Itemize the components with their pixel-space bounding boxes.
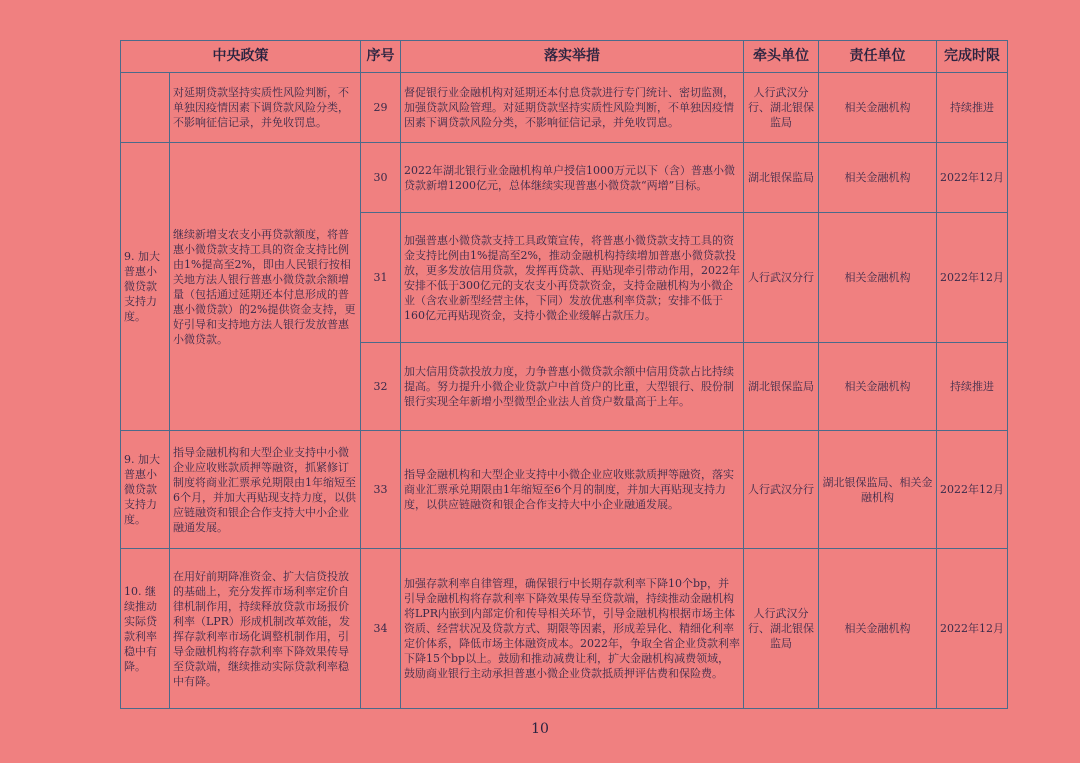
resp-cell: 相关金融机构	[819, 343, 937, 431]
resp-cell: 相关金融机构	[819, 73, 937, 143]
lead-cell: 湖北银保监局	[744, 143, 819, 213]
header-lead: 牵头单位	[744, 41, 819, 73]
policy-title-cell: 10. 继续推动实际贷款利率稳中有降。	[121, 549, 170, 709]
policy-text-cell: 在用好前期降准资金、扩大信贷投放的基础上，充分发挥市场利率定价自律机制作用，持续释放贷款市场报价利率（LPR）形成机制改革效能，发挥存款利率市场化调整机制作用，引导金融机构将存款利率下降效果传导至贷款端，继续推动实际贷款利率稳中有降。	[170, 549, 361, 709]
resp-cell: 相关金融机构	[819, 549, 937, 709]
measure-cell: 督促银行业金融机构对延期还本付息贷款进行专门统计、密切监测，加强贷款风险管理。对延期贷款坚持实质性风险判断，不单独因疫情因素下调贷款风险分类，不影响征信记录，并免收罚息。	[401, 73, 744, 143]
deadline-cell: 2022年12月	[937, 143, 1008, 213]
lead-cell: 人行武汉分行、湖北银保监局	[744, 549, 819, 709]
policy-text-cell: 对延期贷款坚持实质性风险判断，不单独因疫情因素下调贷款风险分类，不影响征信记录，并免收罚息。	[170, 73, 361, 143]
seq-cell: 31	[361, 213, 401, 343]
page-number: 10	[531, 721, 549, 737]
policy-text-cell: 指导金融机构和大型企业支持中小微企业应收账款质押等融资，抓紧修订制度将商业汇票承兑期限由1年缩短至6个月，并加大再贴现支持力度，以供应链融资和银企合作支持大中小企业融通发展。	[170, 431, 361, 549]
measure-cell: 加强普惠小微贷款支持工具政策宣传，将普惠小微贷款支持工具的资金支持比例由1%提高至2%，推动金融机构持续增加普惠小微贷款投放，更多发放信用贷款，发挥再贷款、再贴现牵引带动作用，2022年安排不低于300亿元的支农支小再贷款资金，支持金融机构为小微企业（含农业新型经营主体，下同）发放优惠利率贷款；安排不低于160亿元再贴现资金，支持小微企业缓解占款压力。	[401, 213, 744, 343]
resp-cell: 相关金融机构	[819, 143, 937, 213]
table-row	[121, 431, 1008, 549]
measure-cell: 加大信用贷款投放力度，力争普惠小微贷款余额中信用贷款占比持续提高。努力提升小微企业贷款户中首贷户的比重，大型银行、股份制银行实现全年新增小型微型企业法人首贷户数量高于上年。	[401, 343, 744, 431]
seq-cell: 32	[361, 343, 401, 431]
deadline-cell: 持续推进	[937, 343, 1008, 431]
resp-cell: 相关金融机构	[819, 213, 937, 343]
policy-table	[120, 40, 1008, 709]
header-resp: 责任单位	[819, 41, 937, 73]
header-policy: 中央政策	[121, 41, 361, 73]
table-row	[121, 143, 1008, 213]
header-row	[121, 41, 1008, 73]
seq-cell: 29	[361, 73, 401, 143]
resp-cell: 湖北银保监局、相关金融机构	[819, 431, 937, 549]
seq-cell: 34	[361, 549, 401, 709]
seq-cell: 33	[361, 431, 401, 549]
policy-title-cell: 9. 加大普惠小微贷款支持力度。	[121, 143, 170, 431]
measure-cell: 加强存款利率自律管理，确保银行中长期存款利率下降10个bp，并引导金融机构将存款利率下降效果传导至贷款端，持续推动金融机构将LPR内嵌到内部定价和传导相关环节，引导金融机构根据市场主体资质、经营状况及贷款方式、期限等因素，形成差异化、精细化利率定价体系，降低市场主体融资成本。2022年，争取全省企业贷款利率下降15个bp以上。鼓励和推动减费让利，扩大金融机构减费领域，鼓励商业银行主动承担普惠小微企业贷款抵质押评估费和保险费。	[401, 549, 744, 709]
policy-text-cell: 继续新增支农支小再贷款额度，将普惠小微贷款支持工具的资金支持比例由1%提高至2%，即由人民银行按相关地方法人银行普惠小微贷款余额增量（包括通过延期还本付息形成的普惠小微贷款）的2%提供资金支持，更好引导和支持地方法人银行发放普惠小微贷款。	[170, 143, 361, 431]
header-deadline: 完成时限	[937, 41, 1008, 73]
table-row	[121, 73, 1008, 143]
lead-cell: 人行武汉分行、湖北银保监局	[744, 73, 819, 143]
table-row	[121, 549, 1008, 709]
lead-cell: 湖北银保监局	[744, 343, 819, 431]
header-seq: 序号	[361, 41, 401, 73]
deadline-cell: 2022年12月	[937, 213, 1008, 343]
deadline-cell: 2022年12月	[937, 431, 1008, 549]
lead-cell: 人行武汉分行	[744, 213, 819, 343]
measure-cell: 2022年湖北银行业金融机构单户授信1000万元以下（含）普惠小微贷款新增1200亿元，总体继续实现普惠小微贷款“两增”目标。	[401, 143, 744, 213]
deadline-cell: 2022年12月	[937, 549, 1008, 709]
header-measure: 落实举措	[401, 41, 744, 73]
policy-title-cell: 9. 加大普惠小微贷款支持力度。	[121, 431, 170, 549]
policy-title-cell	[121, 73, 170, 143]
measure-cell: 指导金融机构和大型企业支持中小微企业应收账款质押等融资，落实商业汇票承兑期限由1年缩短至6个月的制度，并加大再贴现支持力度，以供应链融资和银企合作支持大中小企业融通发展。	[401, 431, 744, 549]
deadline-cell: 持续推进	[937, 73, 1008, 143]
seq-cell: 30	[361, 143, 401, 213]
lead-cell: 人行武汉分行	[744, 431, 819, 549]
